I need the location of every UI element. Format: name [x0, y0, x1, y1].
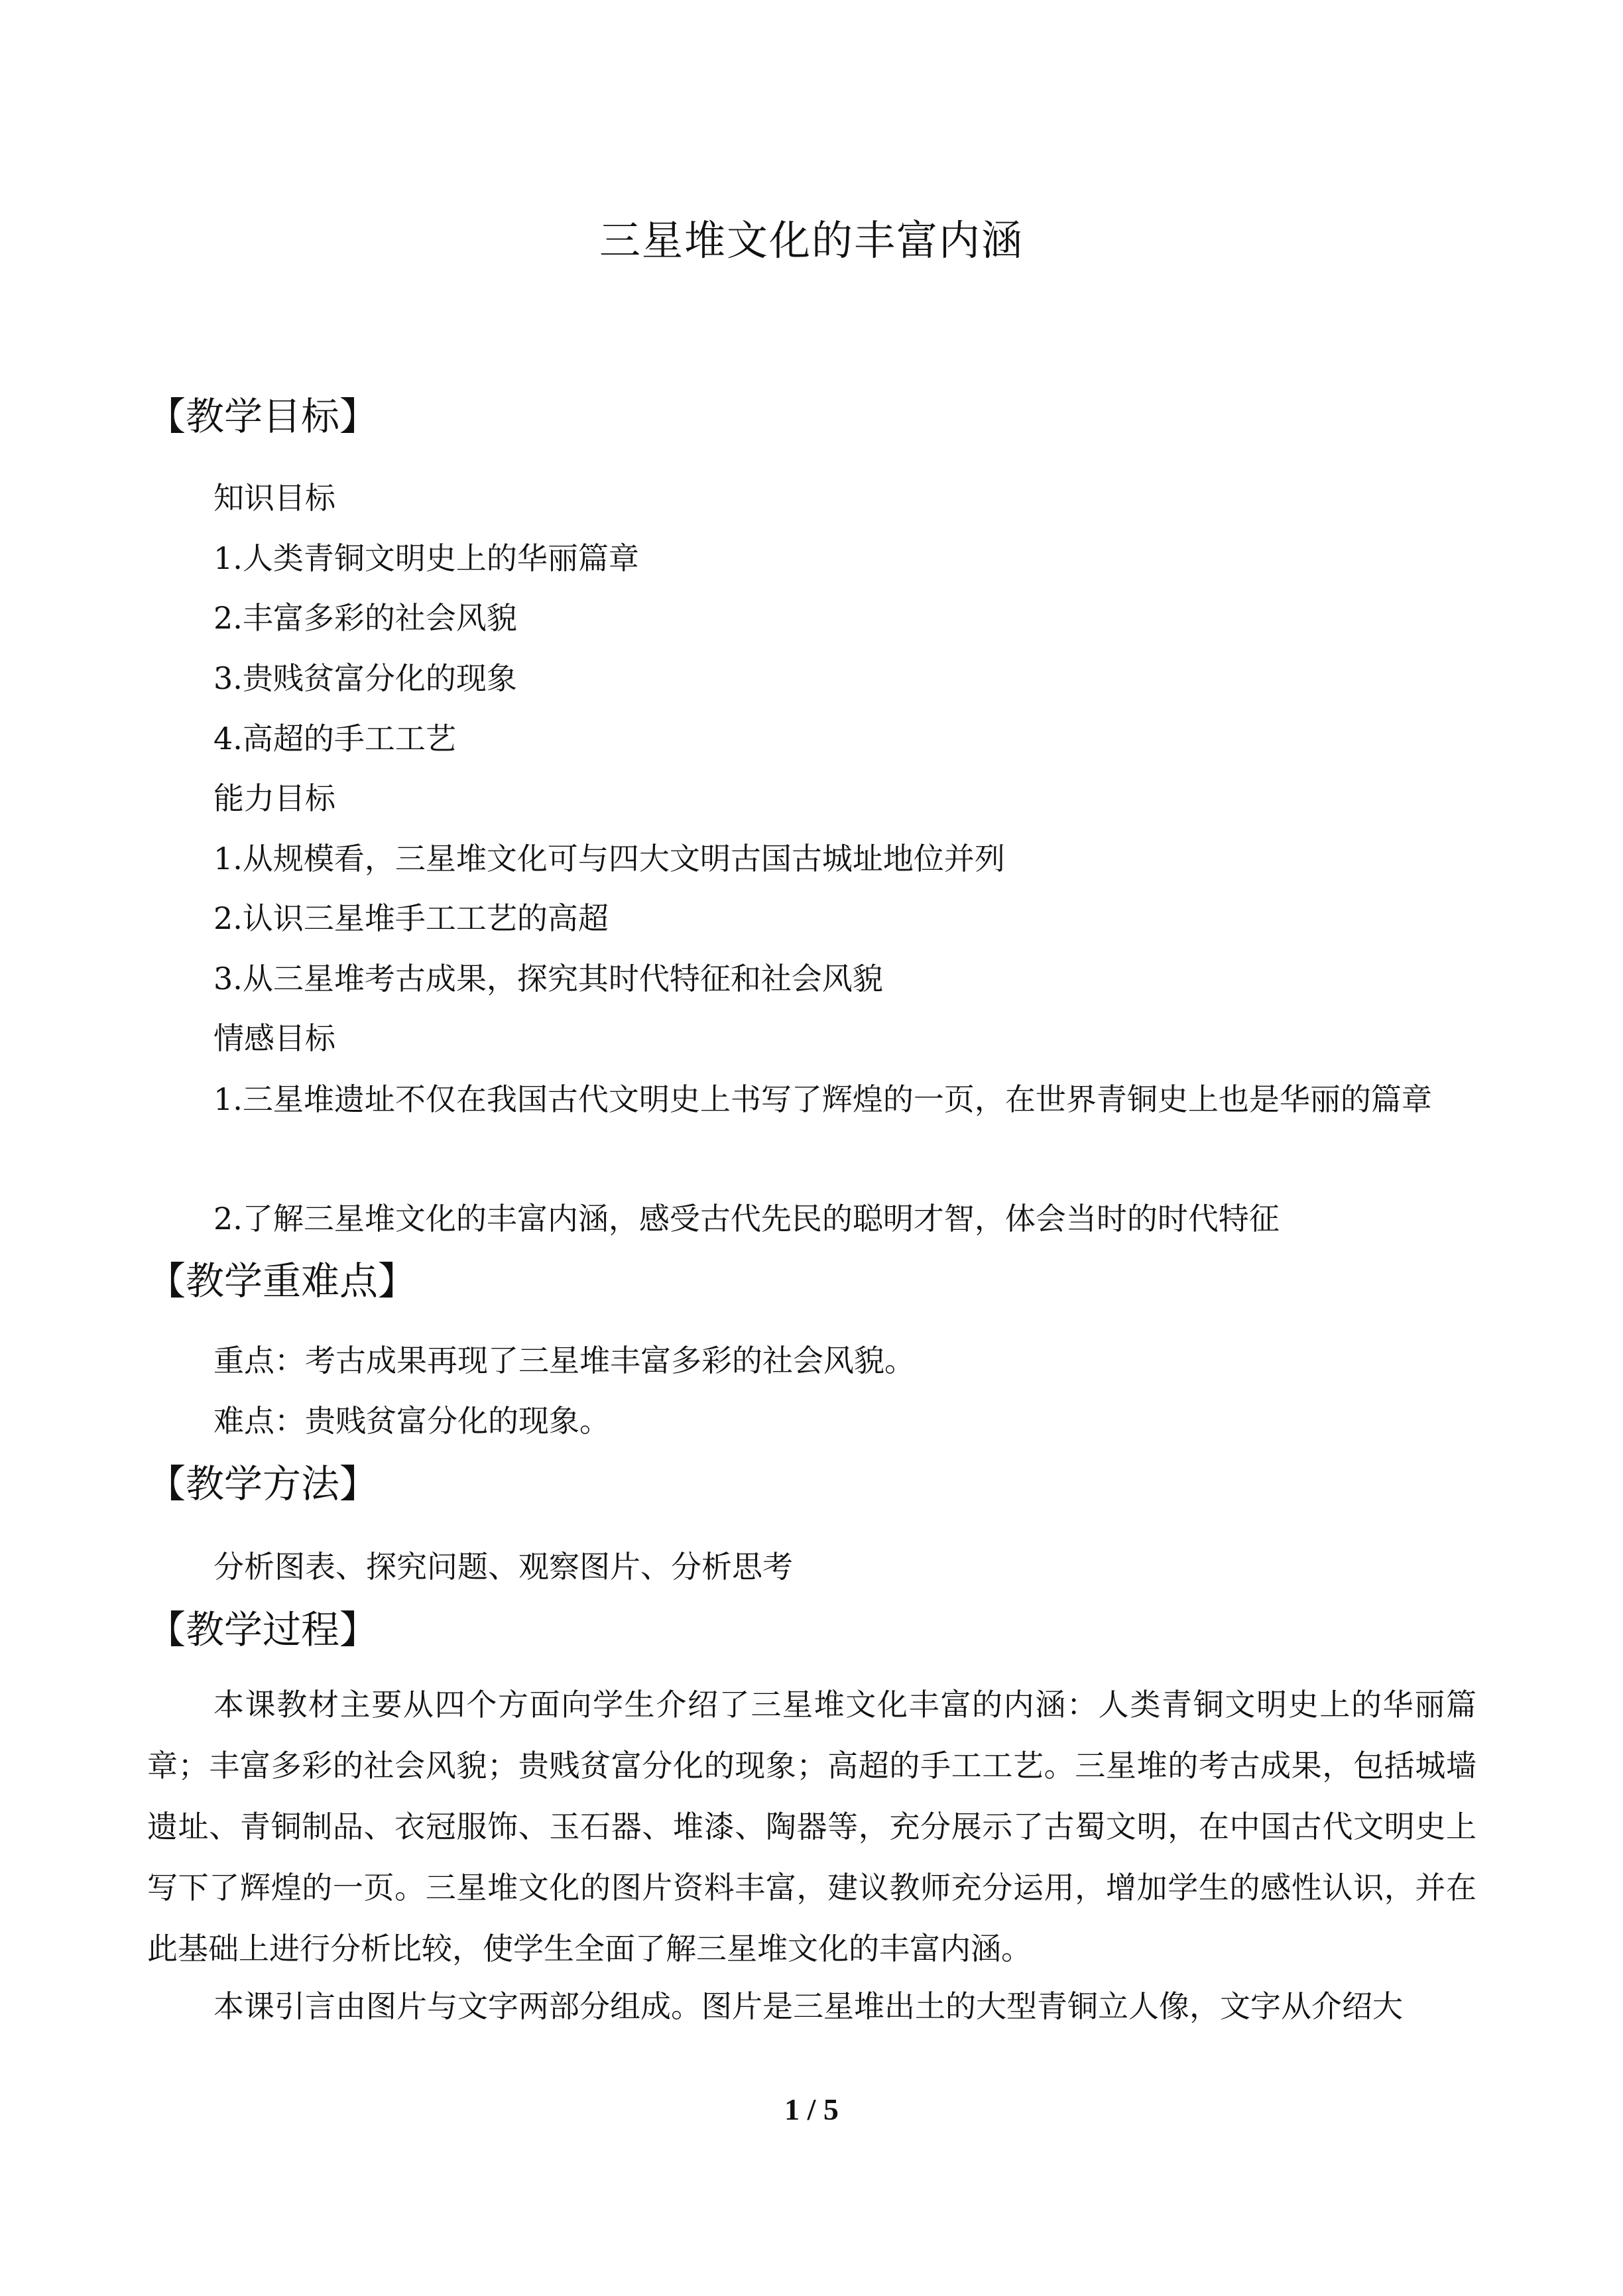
knowledge-item: 4.高超的手工工艺 [213, 721, 456, 756]
difficult-point: 难点：贵贱贫富分化的现象。 [213, 1403, 610, 1439]
methods-text: 分析图表、探究问题、观察图片、分析思考 [213, 1549, 793, 1585]
ability-item: 1.从规模看，三星堆文化可与四大文明古国古城址地位并列 [213, 841, 1005, 876]
ability-item: 2.认识三星堆手工工艺的高超 [213, 900, 609, 936]
emotion-item: 2.了解三星堆文化的丰富内涵，感受古代先民的聪明才智，体会当时的时代特征 [213, 1201, 1280, 1237]
heading-methods: 【教学方法】 [147, 1461, 379, 1506]
document-title: 三星堆文化的丰富内涵 [599, 216, 1024, 265]
emotion-item: 1.三星堆遗址不仅在我国古代文明史上书写了辉煌的一页，在世界青铜史上也是华丽的篇章 [213, 1081, 1432, 1117]
process-paragraph: 本课引言由图片与文字两部分组成。图片是三星堆出土的大型青铜立人像，文字从介绍大 [213, 1988, 1403, 2024]
ability-item: 3.从三星堆考古成果，探究其时代特征和社会风貌 [213, 961, 883, 997]
knowledge-item: 1.人类青铜文明史上的华丽篇章 [213, 540, 639, 576]
knowledge-label: 知识目标 [213, 480, 335, 516]
heading-process: 【教学过程】 [147, 1607, 379, 1652]
page-number: 1 / 5 [784, 2092, 839, 2126]
knowledge-item: 2.丰富多彩的社会风貌 [213, 600, 517, 636]
ability-label: 能力目标 [213, 780, 335, 816]
process-paragraph: 本课教材主要从四个方面向学生介绍了三星堆文化丰富的内涵：人类青铜文明史上的华丽篇章；丰富多彩的社会风貌；贵贱贫富分化的现象；高超的手工工艺。三星堆的考古成果，包括城墙遗址、青铜制品、衣冠服饰、玉石器、堆漆、陶器等，充分展示了古蜀文明，在中国古代文明史上写下了辉煌的一页。三星堆文化的图片资料丰富，建议教师充分运用，增加学生的感性认识，并在此基础上进行分析比较，使学生全面了解三星堆文化的丰富内涵。 [147, 1687, 1476, 1966]
knowledge-item: 3.贵贱贫富分化的现象 [213, 660, 517, 696]
heading-objectives: 【教学目标】 [147, 394, 379, 439]
emotion-label: 情感目标 [213, 1020, 335, 1056]
heading-key-points: 【教学重难点】 [147, 1258, 417, 1303]
key-point: 重点：考古成果再现了三星堆丰富多彩的社会风貌。 [213, 1343, 915, 1378]
